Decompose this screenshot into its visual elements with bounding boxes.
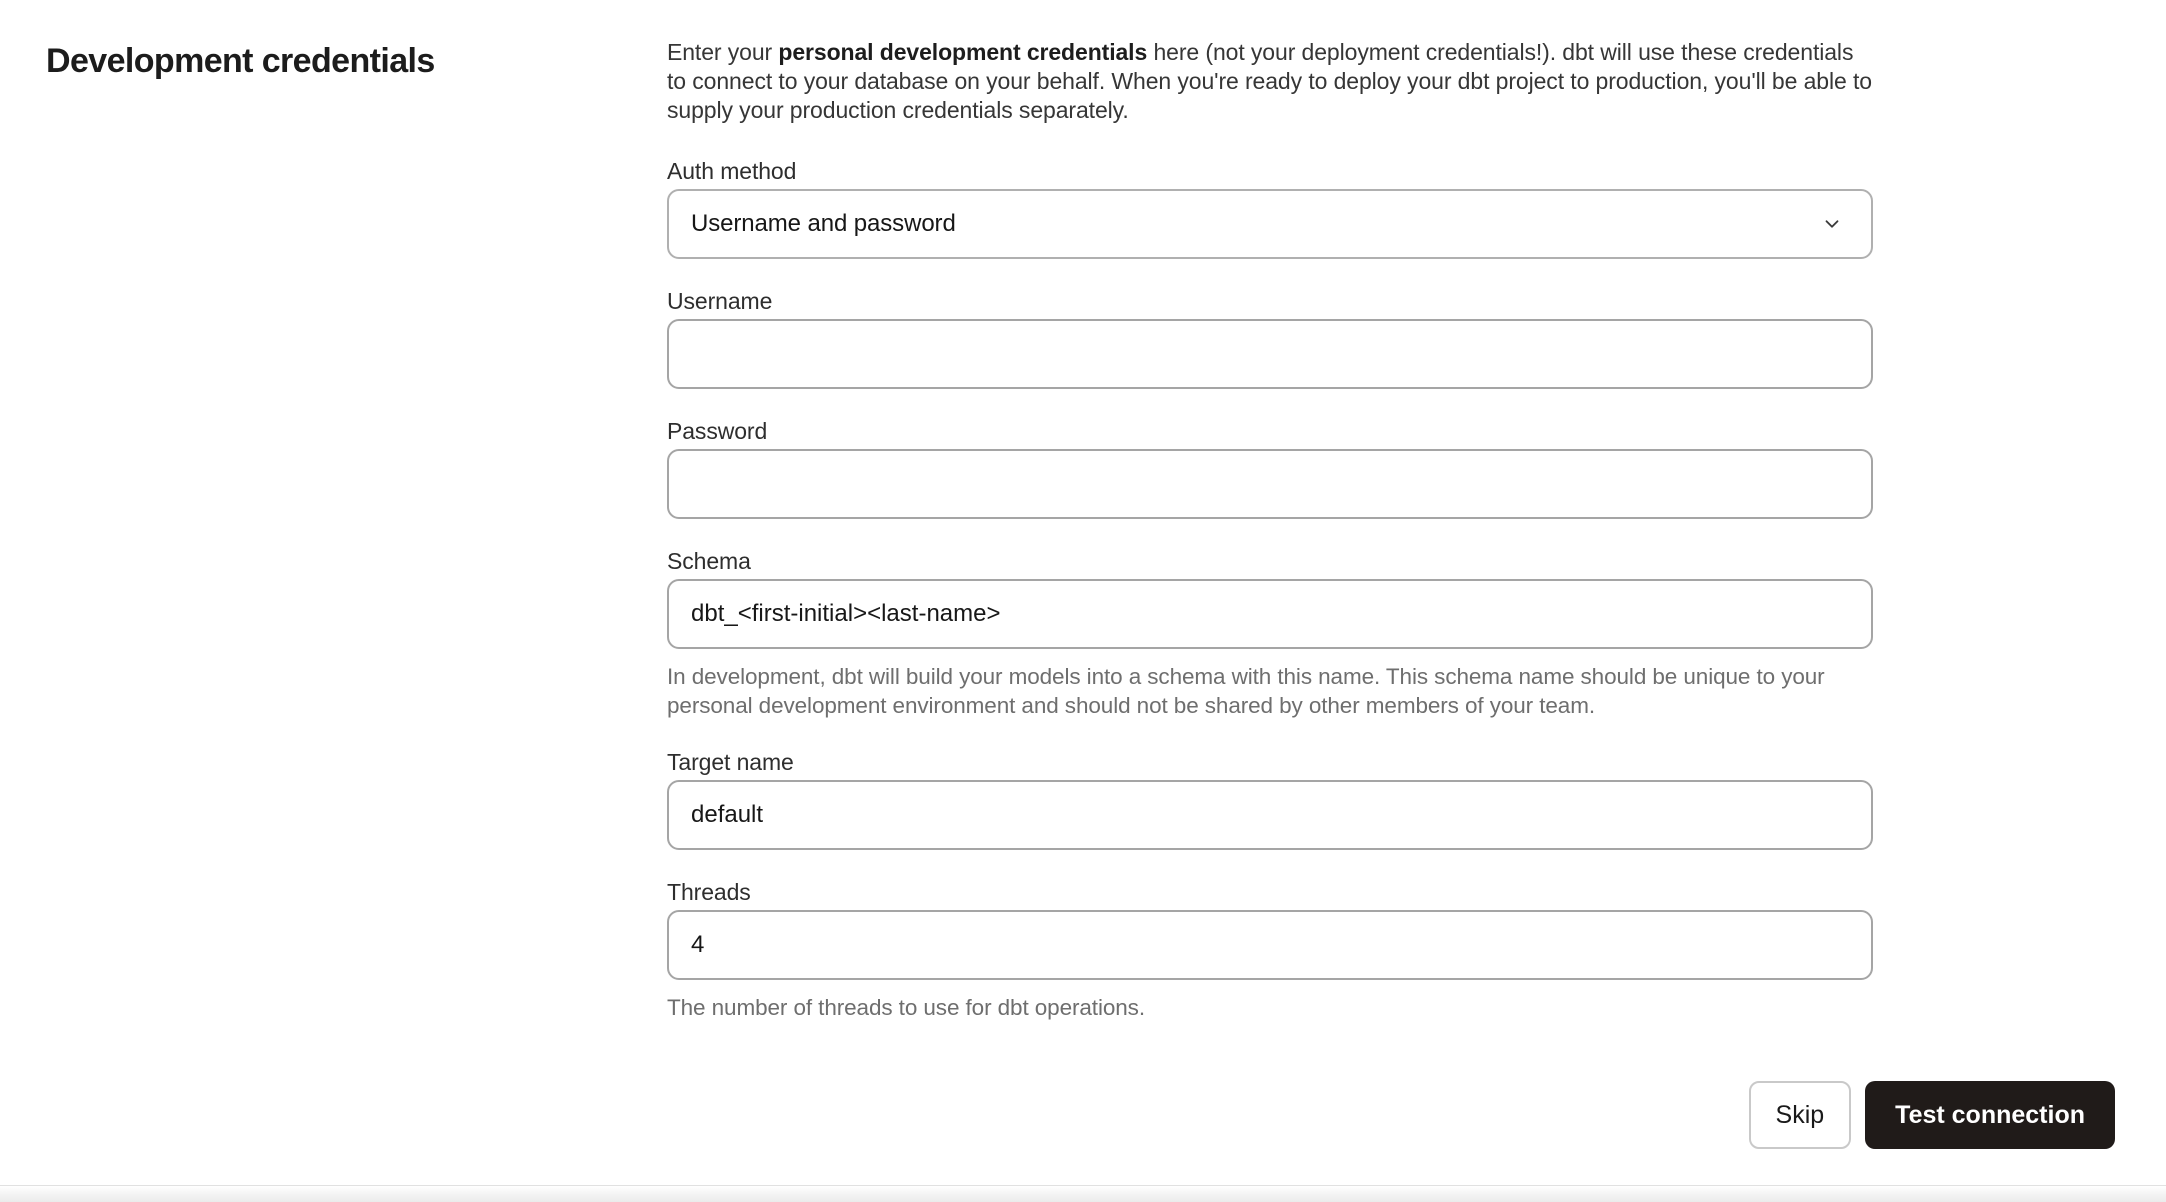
- username-input[interactable]: [667, 319, 1873, 389]
- chevron-down-icon: [1821, 213, 1843, 235]
- credentials-form: [667, 38, 1873, 1022]
- footer-divider-band: [0, 1185, 2166, 1202]
- username-label: Username: [667, 288, 773, 314]
- target-name-label: Target name: [667, 749, 794, 775]
- username-field: [667, 289, 1873, 389]
- schema-input[interactable]: [667, 579, 1873, 649]
- schema-helper-text: In development, dbt will build your models into a schema with this name. This schema name should be unique to your personal development environment and should not be shared by other members of your team.: [667, 664, 1825, 718]
- threads-helper-text: The number of threads to use for dbt operations.: [667, 995, 1145, 1020]
- test-connection-button[interactable]: Test connection: [1865, 1081, 2115, 1149]
- threads-input[interactable]: [667, 910, 1873, 980]
- form-actions: [1749, 1081, 2115, 1149]
- page-title: Development credentials: [46, 42, 435, 80]
- password-field: [667, 419, 1873, 519]
- intro-text-before: Enter your: [667, 39, 779, 65]
- intro-text-bold: personal development credentials: [778, 39, 1148, 65]
- intro-text-after: here (not your deployment credentials!). dbt will use these credentials to connect to your database on your behalf. When you're ready to deploy your dbt project to production, you'll be able to supply your production credentials separately.: [667, 39, 1872, 123]
- schema-label: Schema: [667, 548, 751, 574]
- auth-method-select[interactable]: [667, 189, 1873, 259]
- target-name-input[interactable]: [667, 780, 1873, 850]
- intro-text: [667, 38, 1873, 125]
- auth-method-selected-value: Username and password: [691, 210, 956, 237]
- password-label: Password: [667, 418, 768, 444]
- threads-label: Threads: [667, 879, 751, 905]
- auth-method-label: Auth method: [667, 158, 797, 184]
- skip-button[interactable]: Skip: [1749, 1081, 1852, 1149]
- threads-field: [667, 880, 1873, 1022]
- target-name-field: [667, 750, 1873, 850]
- password-input[interactable]: [667, 449, 1873, 519]
- schema-field: [667, 549, 1873, 720]
- auth-method-field: [667, 159, 1873, 259]
